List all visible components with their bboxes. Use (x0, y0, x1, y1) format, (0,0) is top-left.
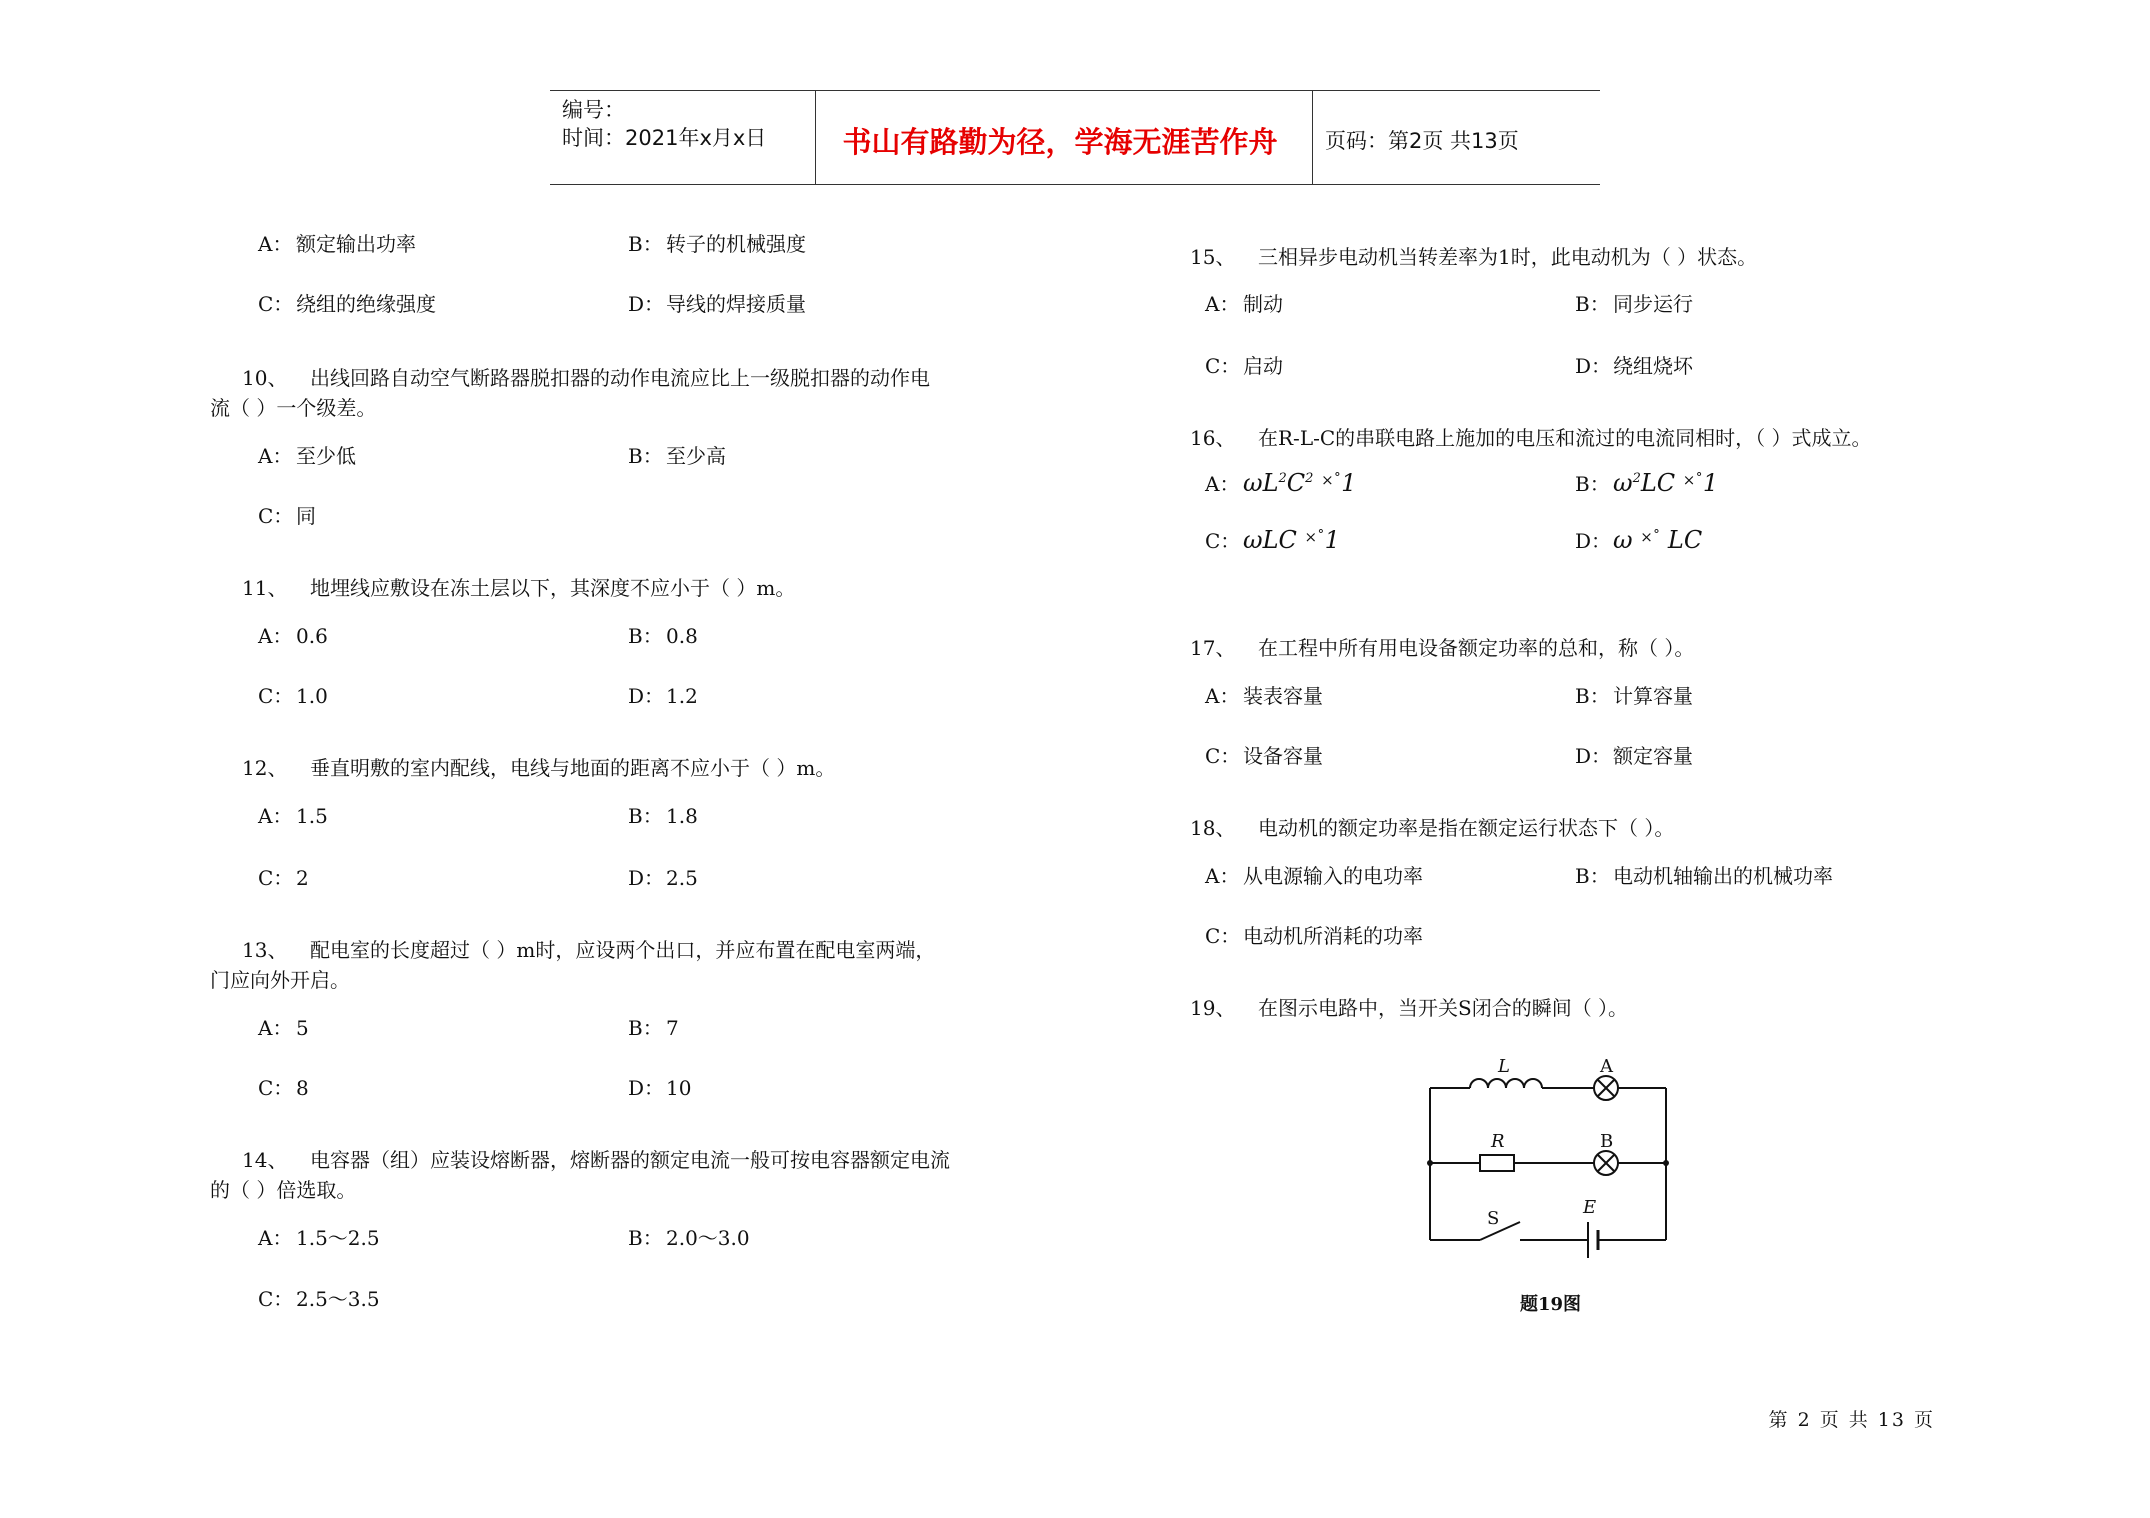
option-b: B： $\omega^2LC$ ×˚1 (1575, 469, 1719, 497)
option-c: C： 电动机所消耗的功率 (1205, 924, 1423, 948)
option-c: C： 绕组的绝缘强度 (258, 292, 436, 316)
option-b: B： 7 (628, 1016, 679, 1040)
option-a: A： 1.5～2.5 (258, 1226, 380, 1250)
option-d: D：10 (628, 1076, 692, 1100)
header-page-label: 页码：第2页 共13页 (1325, 129, 1519, 153)
circuit-diagram (1420, 1050, 1680, 1330)
label-a: A (1600, 1056, 1613, 1077)
option-a: A： 5 (258, 1016, 309, 1040)
header-time-label: 时间：2021年x月x日 (562, 126, 767, 150)
label-b: B (1600, 1131, 1614, 1152)
option-b: B： 计算容量 (1575, 684, 1693, 708)
question-10: 10、 出线回路自动空气断路器脱扣器的动作电流应比上一级脱扣器的动作电 (242, 366, 930, 390)
option-a: A： 装表容量 (1205, 684, 1323, 708)
question-19: 19、 在图示电路中，当开关S闭合的瞬间（ ）。 (1190, 996, 1629, 1020)
option-b: B： 0.8 (628, 624, 698, 648)
formula-d: ω ×˚ LC (1613, 526, 1703, 554)
label-e: E (1583, 1197, 1597, 1218)
header-motto: 书山有路勤为径，学海无涯苦作舟 (842, 125, 1278, 159)
switch-symbol (1480, 1222, 1520, 1240)
option-a: A： $\omega L^2C^2$ ×˚1 (1205, 469, 1357, 497)
page-footer: 第 2 页 共 13 页 (1768, 1409, 1935, 1431)
option-a: A： 制动 (1205, 292, 1283, 316)
question-11: 11、 地埋线应敷设在冻土层以下，其深度不应小于（ ）m。 (242, 576, 796, 600)
option-b: B： 同步运行 (1575, 292, 1693, 316)
option-b: B： 1.8 (628, 804, 698, 828)
formula-b: $\omega^2LC$ ×˚1 (1613, 469, 1719, 497)
label-s: S (1487, 1208, 1500, 1229)
option-c: C： ωLC ×˚1 (1205, 526, 1340, 554)
option-d: D：1.2 (628, 684, 698, 708)
question-14: 14、 电容器（组）应装设熔断器，熔断器的额定电流一般可按电容器额定电流 (242, 1148, 950, 1172)
option-d: D：ω ×˚ LC (1575, 526, 1703, 554)
question-13: 13、 配电室的长度超过（ ）m时，应设两个出口，并应布置在配电室两端， (242, 938, 936, 962)
inductor-symbol (1470, 1079, 1542, 1088)
option-d: D：额定容量 (1575, 744, 1693, 768)
question-10-continuation: 流（ ）一个级差。 (210, 396, 377, 420)
junction-dot (1427, 1160, 1433, 1166)
option-c: C： 设备容量 (1205, 744, 1323, 768)
figure-caption: 题19图 (1520, 1294, 1582, 1315)
circuit-figure (1420, 1050, 1680, 1330)
option-a: A： 额定输出功率 (258, 232, 416, 256)
question-12: 12、 垂直明敷的室内配线，电线与地面的距离不应小于（ ）m。 (242, 756, 836, 780)
formula-c: ωLC ×˚1 (1243, 526, 1340, 554)
question-13-continuation: 门应向外开启。 (210, 968, 350, 992)
option-d: D：导线的焊接质量 (628, 292, 806, 316)
option-c: C： 2 (258, 866, 309, 890)
option-d: D：2.5 (628, 866, 698, 890)
junction-dot (1663, 1160, 1669, 1166)
option-b: B： 电动机轴输出的机械功率 (1575, 864, 1833, 888)
option-a: A： 1.5 (258, 804, 328, 828)
option-a: A： 从电源输入的电功率 (1205, 864, 1423, 888)
label-l: L (1498, 1056, 1510, 1077)
option-a: A： 至少低 (258, 444, 356, 468)
header-id-label: 编号： (562, 98, 625, 122)
question-17: 17、 在工程中所有用电设备额定功率的总和，称（ ）。 (1190, 636, 1695, 660)
left-column (210, 0, 1010, 1400)
option-b: B： 转子的机械强度 (628, 232, 806, 256)
option-c: C： 8 (258, 1076, 309, 1100)
question-14-continuation: 的（ ）倍选取。 (210, 1178, 357, 1202)
question-15: 15、 三相异步电动机当转差率为1时，此电动机为（ ）状态。 (1190, 245, 1758, 269)
option-c: C： 同 (258, 504, 316, 528)
question-16: 16、 在R-L-C的串联电路上施加的电压和流过的电流同相时，（ ）式成立。 (1190, 426, 1872, 450)
question-18: 18、 电动机的额定功率是指在额定运行状态下（ ）。 (1190, 816, 1675, 840)
option-c: C： 启动 (1205, 354, 1283, 378)
resistor-symbol (1480, 1155, 1514, 1171)
formula-a: $\omega L^2C^2$ ×˚1 (1243, 469, 1357, 497)
option-b: B： 至少高 (628, 444, 726, 468)
option-c: C： 1.0 (258, 684, 328, 708)
option-d: D：绕组烧坏 (1575, 354, 1693, 378)
label-r: R (1491, 1131, 1505, 1152)
option-a: A： 0.6 (258, 624, 328, 648)
option-c: C： 2.5～3.5 (258, 1287, 380, 1311)
option-b: B： 2.0～3.0 (628, 1226, 750, 1250)
